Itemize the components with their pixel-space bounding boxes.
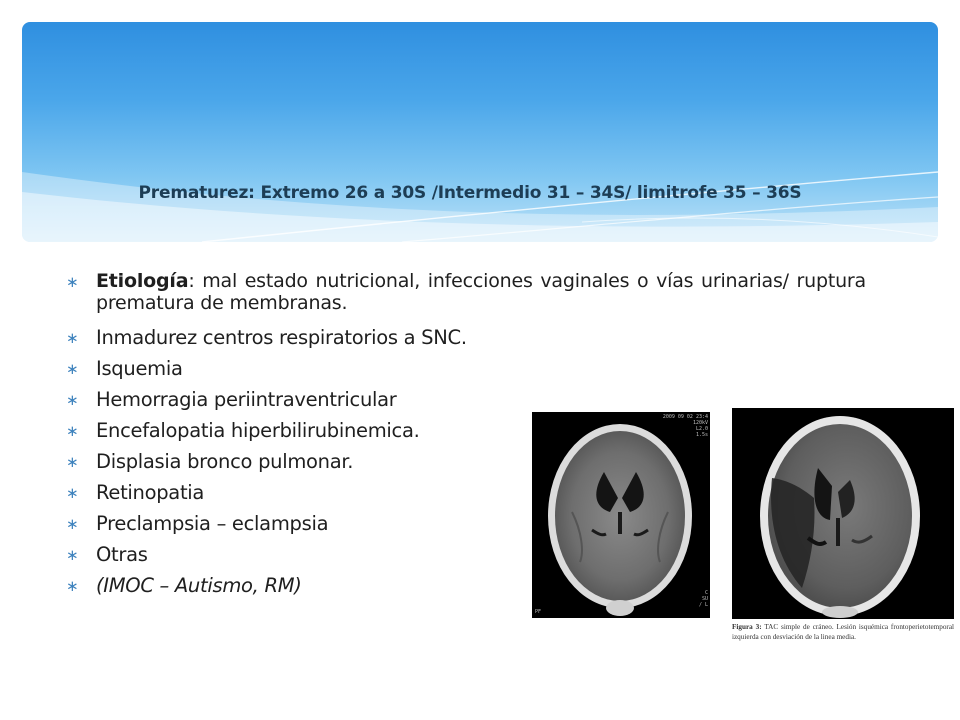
caption-text: TAC simple de cráneo. Lesión isquémica frontoperietotemporal izquierda con desviación de la linea media. [732, 623, 955, 641]
bullet-marker-icon: ∗ [66, 515, 79, 533]
bullet-text: Encefalopatia hiperbilirubinemica. [96, 419, 420, 442]
caption-label: Figura 3: [732, 623, 762, 631]
bullet-marker-icon: ∗ [66, 391, 79, 409]
bullet-text: (IMOC – Autismo, RM) [96, 574, 302, 597]
bullet-marker-icon: ∗ [66, 453, 79, 471]
scan-overlay-info: PF [535, 609, 542, 615]
ct-scan-image-2 [732, 408, 954, 619]
bullet-marker-icon: ∗ [66, 422, 79, 440]
bullet-item-etiologia [66, 270, 866, 314]
bullet-text: Hemorragia periintraventricular [96, 388, 397, 411]
bullet-marker-icon: ∗ [66, 484, 79, 502]
bullet-item [66, 353, 866, 384]
bullet-text: Displasia bronco pulmonar. [96, 450, 354, 473]
bullet-marker-icon: ∗ [66, 329, 79, 347]
bullet-marker-icon: ∗ [66, 546, 79, 564]
bullet-marker-icon: ∗ [66, 577, 79, 595]
bullet-lead: Etiología [96, 270, 189, 292]
header-banner [22, 22, 938, 242]
bullet-text: Inmadurez centros respiratorios a SNC. [96, 326, 467, 349]
ct-brain-axial-icon [532, 412, 710, 618]
slide-title: Prematurez: Extremo 26 a 30S /Intermedio 31 – 34S/ limitrofe 35 – 36S [138, 183, 802, 203]
bullet-marker-icon: ∗ [66, 273, 79, 291]
bullet-marker-icon: ∗ [66, 360, 79, 378]
scan-overlay-info: 2009 09 02 23:4 120kV L2.0 1.5s [662, 414, 708, 438]
header-wave-decoration [22, 22, 938, 242]
bullet-item [66, 322, 866, 353]
bullet-text: Otras [96, 543, 148, 566]
ct-brain-ischemic-icon [732, 408, 954, 619]
bullet-text: Retinopatia [96, 481, 205, 504]
ct-scan-image-1 [532, 412, 710, 618]
bullet-text: : mal estado nutricional, infecciones vaginales o vías urinarias/ ruptura prematura de membranas. [96, 270, 866, 314]
scan-overlay-info: C SU / L [698, 590, 708, 608]
bullet-text: Preclampsia – eclampsia [96, 512, 329, 535]
bullet-text: Isquemia [96, 357, 183, 380]
figure-caption [732, 622, 954, 642]
